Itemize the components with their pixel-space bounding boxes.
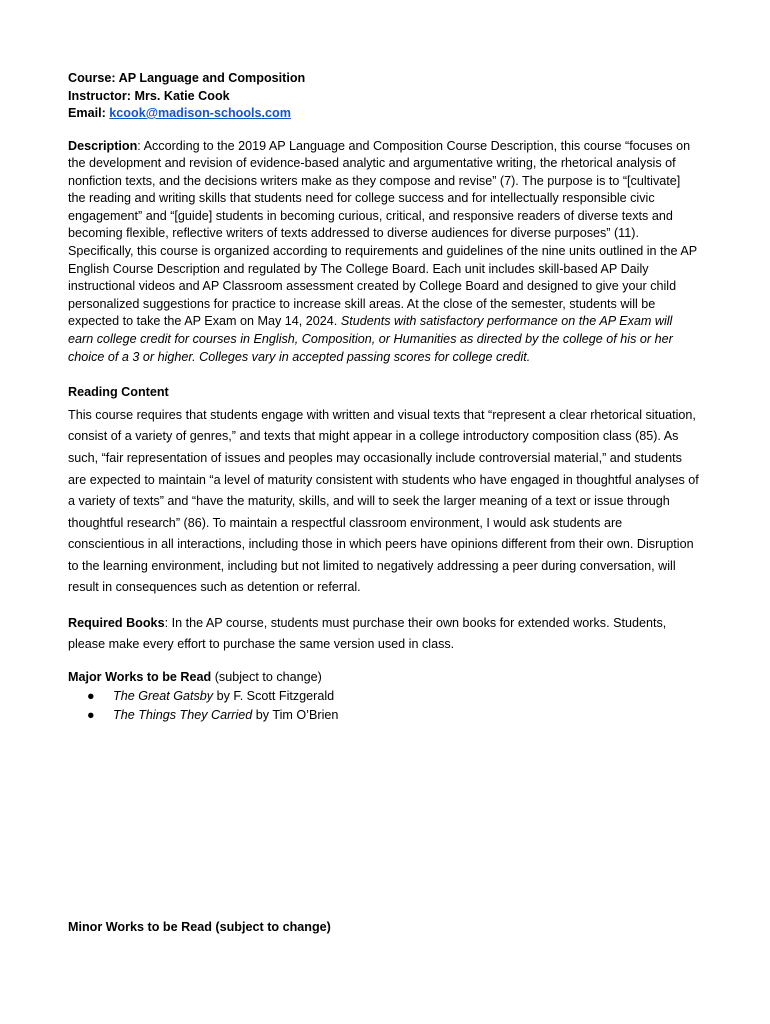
- description-text: : According to the 2019 AP Language and Composition Course Description, this course “focuses on the development and revision of evidence-based analytic and argumentative writing, the rhetorical analysis of nonfiction texts, and the decisions writers make as they compose and revise” (7). The purpose is to “[cultivate] the reading and writing skills that students need for college success and for intellectually responsible civic engagement” and “[guide] students in becoming curious, critical, and responsive readers of diverse texts and becoming flexible, reflective writers of texts addressed to diverse audiences for diverse purposes” (11). Specifically, this course is organized according to requirements and guidelines of the nine units outlined in the AP English Course Description and regulated by The College Board. Each unit includes skill-based AP Daily instructional videos and AP Classroom assessment created by College Board and designed to give your child personalized suggestions for practice to increase skill areas. At the close of the semester, students will be expected to take the AP Exam on May 14, 2024.: [68, 138, 697, 329]
- minor-works-heading: Minor Works to be Read (subject to change): [68, 920, 331, 934]
- course-label: Course:: [68, 71, 116, 85]
- major-works-heading: [68, 668, 700, 687]
- book-title: The Things They Carried: [113, 708, 253, 723]
- major-works-note: (subject to change): [211, 670, 322, 685]
- major-works-list: [68, 687, 700, 725]
- major-works-title: Major Works to be Read: [68, 670, 212, 685]
- email-label: Email:: [68, 106, 106, 120]
- reading-content-heading: Reading Content: [68, 385, 169, 400]
- course-line: [68, 70, 700, 88]
- required-books-text: : In the AP course, students must purchase their own books for extended works. Students, please make every effort to purchase the same version used in class.: [68, 616, 667, 652]
- document-page: [68, 70, 700, 725]
- book-title: The Great Gatsby: [113, 689, 214, 704]
- reading-content-paragraph: This course requires that students engage with written and visual texts that “represent a clear rhetorical situation, consist of a variety of genres,” and texts that might appear in a college introductory composition class (85). As such, “fair representation of issues and peoples may occasionally include controversial material,” and students are expected to maintain “a level of maturity consistent with students who have engaged in thoughtful analyses of a variety of texts” and “have the maturity, skills, and will to seek the larger meaning of a text or issue through thoughtful research” (86). To maintain a respectful classroom environment, I would ask students are conscientious in all interactions, including those in which peers have opinions different from their own. Disruption to the learning environment, including but not limited to negatively addressing a peer during conversation, will result in consequences such as detention or referral.: [68, 407, 699, 595]
- required-books-paragraph: [68, 613, 700, 655]
- bullet-icon: ●: [87, 689, 95, 704]
- email-line: [68, 105, 700, 123]
- instructor-label: Instructor:: [68, 88, 131, 103]
- instructor-line: [68, 88, 700, 106]
- description-paragraph: [68, 138, 700, 367]
- book-author: by Tim O’Brien: [252, 708, 339, 723]
- list-item: [68, 687, 700, 706]
- bullet-icon: ●: [87, 708, 95, 723]
- required-books-label: Required Books: [68, 616, 165, 631]
- description-label: Description: [68, 138, 138, 153]
- book-author: by F. Scott Fitzgerald: [213, 689, 335, 704]
- list-item: [68, 706, 700, 725]
- instructor-value: Mrs. Katie Cook: [134, 88, 230, 103]
- description-italic-text: Students with satisfactory performance on the AP Exam will earn college credit for courses in English, Composition, or Humanities as directed by the college of his or her choice of a 3 or higher. Colleges vary in accepted passing scores for college credit.: [68, 314, 673, 364]
- course-value: AP Language and Composition: [118, 71, 306, 85]
- email-link[interactable]: kcook@madison-schools.com: [109, 106, 291, 120]
